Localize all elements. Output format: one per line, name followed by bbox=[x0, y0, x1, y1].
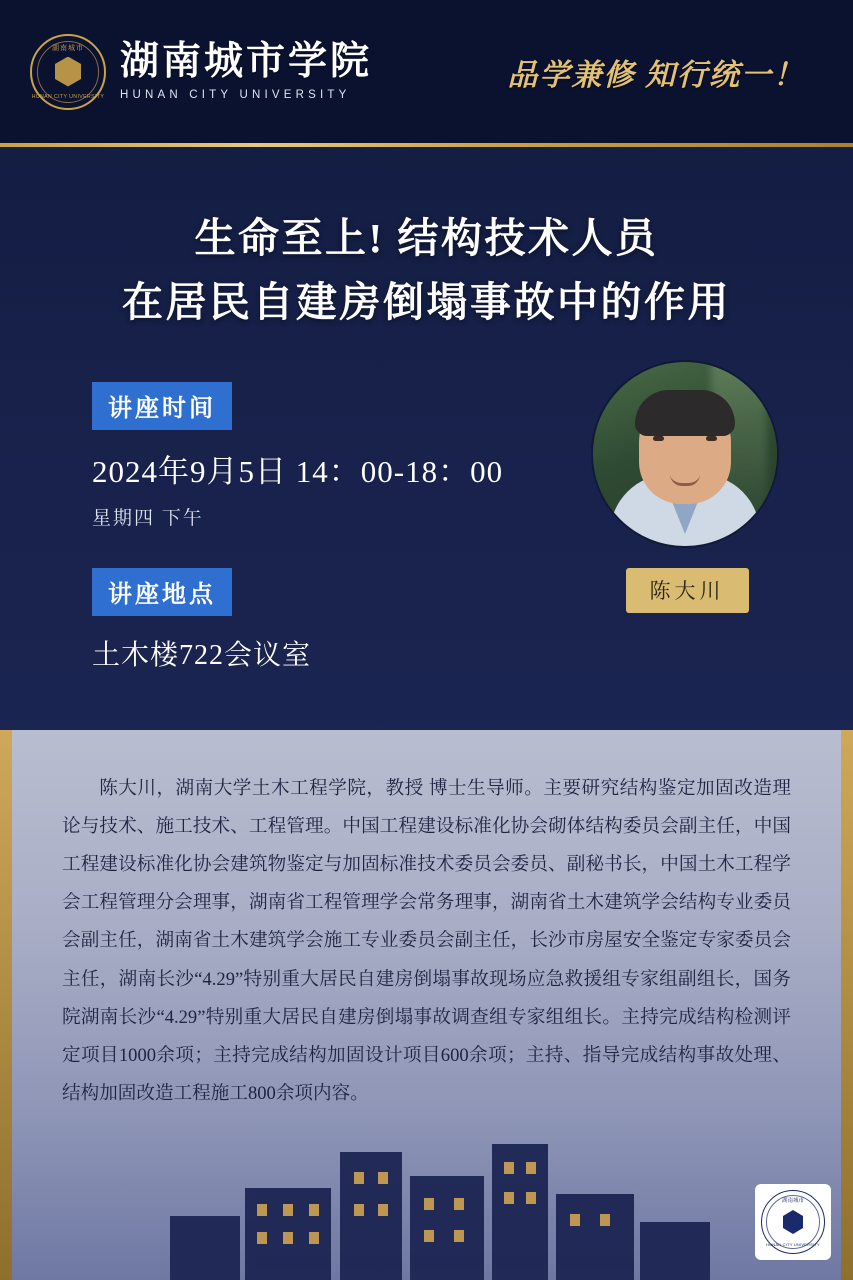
speaker-portrait bbox=[593, 362, 777, 546]
title-line-1: 生命至上! 结构技术人员 bbox=[194, 215, 659, 261]
lecture-venue: 土木楼722会议室 bbox=[92, 640, 312, 672]
seal-bottom-text: HUNAN CITY UNIVERSITY bbox=[31, 93, 105, 100]
footer-seal-top-text: 湖南城市 bbox=[781, 1198, 804, 1204]
university-logo bbox=[30, 34, 372, 110]
lecture-title bbox=[0, 147, 853, 334]
university-name-en: HUNAN CITY UNIVERSITY bbox=[120, 89, 351, 102]
seal-top-text: 湖南城市 bbox=[52, 44, 84, 52]
university-seal-icon bbox=[30, 34, 106, 110]
university-motto: 品学兼修 知行统一！ bbox=[507, 58, 805, 92]
footer-seal-glyph-icon bbox=[783, 1210, 803, 1234]
footer-seal-icon bbox=[761, 1190, 825, 1254]
speaker-name-plate: 陈大川 bbox=[626, 568, 749, 613]
lecture-details bbox=[0, 334, 853, 672]
lecture-date-time: 2024年9月5日 14：00-18：00 bbox=[92, 454, 504, 490]
lecture-weekday: 星期四 下午 bbox=[92, 508, 204, 530]
speaker-block bbox=[593, 362, 781, 613]
time-label-badge: 讲座时间 bbox=[92, 382, 232, 430]
info-column bbox=[92, 382, 562, 673]
skyline-building bbox=[340, 1152, 402, 1280]
place-label-badge: 讲座地点 bbox=[92, 568, 232, 616]
university-name-cn: 湖南城市学院 bbox=[120, 39, 373, 83]
skyline-building bbox=[410, 1176, 484, 1280]
speaker-bio-text: 陈大川，湖南大学土木工程学院，教授 博士生导师。主要研究结构鉴定加固改造理论与技术、施工技术、工程管理。中国工程建设标准化协会砌体结构委员会副主任，中国工程建设标准化协会建筑物鉴定与加固标准技术委员会委员、副秘书长，中国土木工程学会工程管理分会理事，湖南省工程管理学会常务理事，湖南省土木建筑学会结构专业委员会副主任，湖南省土木建筑学会施工专业委员会副主任，长沙市房屋安全鉴定专家委员会主任，湖南长沙“4.29”特别重大居民自建房倒塌事故现场应急救援组专家组副组长，国务院湖南长沙“4.29”特别重大居民自建房倒塌事故调查组专家组组长。主持完成结构检测评定项目1000余项；主持完成结构加固设计项目600余项；主持、指导完成结构事故处理、结构加固改造工程施工800余项内容。 bbox=[62, 778, 791, 1104]
portrait-eye-left bbox=[653, 436, 664, 441]
footer-university-badge bbox=[755, 1184, 831, 1260]
poster-header bbox=[0, 0, 853, 143]
title-line-2: 在居民自建房倒塌事故中的作用 bbox=[122, 278, 731, 325]
speaker-bio-panel bbox=[0, 730, 853, 1280]
skyline-building bbox=[556, 1194, 634, 1280]
portrait-hair bbox=[635, 390, 735, 436]
city-skyline-illustration bbox=[0, 1140, 853, 1280]
university-wordmark bbox=[120, 39, 373, 102]
footer-seal-bottom-text: HUNAN CITY UNIVERSITY bbox=[766, 1242, 820, 1247]
portrait-eye-right bbox=[706, 436, 717, 441]
skyline-building bbox=[640, 1222, 710, 1280]
skyline-building bbox=[170, 1216, 240, 1280]
skyline-building bbox=[245, 1188, 331, 1280]
seal-glyph-icon bbox=[55, 57, 81, 87]
skyline-building bbox=[492, 1144, 548, 1280]
